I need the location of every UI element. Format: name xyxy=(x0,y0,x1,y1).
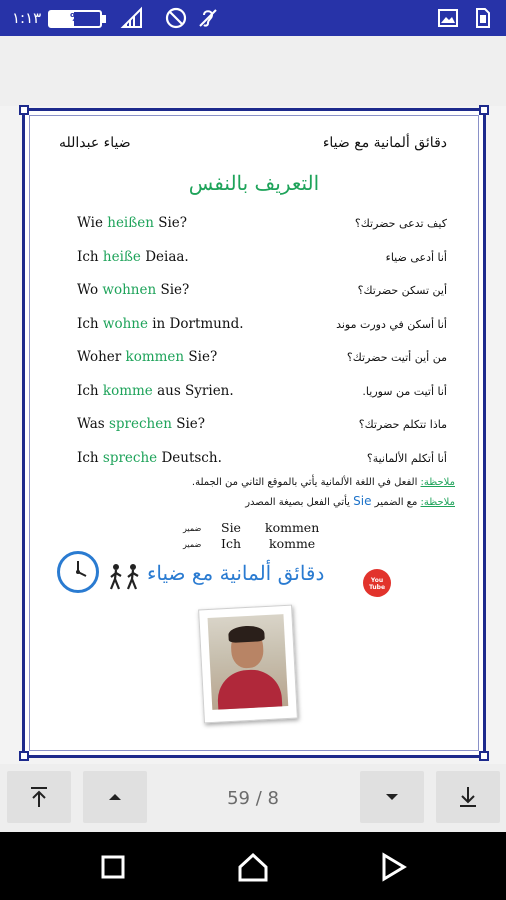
phrase-row xyxy=(77,349,447,371)
triangle-down-icon xyxy=(380,785,404,809)
corner-ornament xyxy=(479,751,489,761)
arabic-translation: أنا أتيت من سوريا. xyxy=(362,384,447,398)
phrase-row xyxy=(77,215,447,237)
german-verb: sprechen xyxy=(108,416,172,432)
german-phrase xyxy=(77,383,234,399)
gallery-icon xyxy=(436,6,460,30)
phrase-row xyxy=(77,383,447,405)
status-bar xyxy=(0,0,506,36)
battery-icon xyxy=(48,10,102,28)
note-text: مع الضمير xyxy=(371,497,418,508)
note-sie-infinitive xyxy=(245,494,455,508)
german-phrase-end: Sie? xyxy=(153,215,188,231)
page-indicator: 59 / 8 xyxy=(227,788,279,809)
battery-tip xyxy=(102,15,106,23)
youtube-label: You Tube xyxy=(368,577,386,591)
triangle-up-icon xyxy=(103,785,127,809)
german-phrase-start: Woher xyxy=(77,349,126,365)
german-phrase xyxy=(77,316,244,332)
german-phrase-end: Deutsch. xyxy=(157,449,222,466)
note-verb-position xyxy=(192,477,455,488)
german-verb: heißen xyxy=(107,215,154,231)
corner-ornament xyxy=(19,751,29,761)
recents-icon[interactable] xyxy=(96,850,130,884)
conjugation-verb: kommen xyxy=(265,520,320,535)
conjugation-pronoun: Ich xyxy=(221,536,241,551)
phrase-row xyxy=(77,282,447,304)
do-not-disturb-icon xyxy=(164,6,188,30)
arabic-translation: أنا أدعى ضياء xyxy=(385,250,447,264)
german-phrase xyxy=(77,215,187,231)
last-page-button[interactable] xyxy=(436,771,500,823)
german-verb: kommen xyxy=(125,349,185,365)
german-phrase-end: Sie? xyxy=(171,416,206,432)
note-label: ملاحظة: xyxy=(420,477,455,488)
page-title: التعريف بالنفس xyxy=(188,171,320,195)
german-phrase xyxy=(77,450,222,466)
arabic-translation: كيف تدعى حضرتك؟ xyxy=(354,217,447,230)
next-page-button[interactable] xyxy=(360,771,424,823)
conjugation-pronoun: Sie xyxy=(221,520,241,535)
battery-label: %٤٧ xyxy=(70,11,95,24)
status-time: ١:١٣ xyxy=(12,9,42,27)
german-phrase-end: Sie? xyxy=(156,282,190,298)
german-phrase xyxy=(77,282,189,298)
german-phrase-end: in Dortmund. xyxy=(147,315,244,332)
signal-icon xyxy=(120,6,144,30)
german-phrase-start: Wie xyxy=(77,215,108,231)
system-navigation-bar xyxy=(0,832,506,900)
phrase-row xyxy=(77,249,447,271)
reader-controls xyxy=(0,764,506,832)
sim-icon xyxy=(470,6,494,30)
german-phrase-end: Deiaa. xyxy=(140,248,189,265)
german-phrase-start: Ich xyxy=(77,382,103,399)
previous-page-button[interactable] xyxy=(83,771,147,823)
german-phrase-start: Wo xyxy=(77,282,103,298)
arabic-translation: أنا أسكن في دورت موند xyxy=(336,317,447,331)
photo-hair xyxy=(228,625,265,643)
first-page-icon xyxy=(27,785,51,809)
german-phrase-end: Sie? xyxy=(184,349,218,365)
hearing-icon xyxy=(196,6,220,30)
german-verb: wohne xyxy=(102,315,148,332)
german-phrase-end: aus Syrien. xyxy=(152,382,234,399)
arabic-translation: من أين أتيت حضرتك؟ xyxy=(346,351,447,364)
first-page-button[interactable] xyxy=(7,771,71,823)
german-phrase-start: Was xyxy=(77,416,109,432)
walking-people-icon xyxy=(107,563,143,591)
header-series-title: دقائق ألمانية مع ضياء xyxy=(322,135,447,151)
phrase-row xyxy=(77,416,447,438)
phrase-row xyxy=(77,316,447,338)
corner-ornament xyxy=(19,105,29,115)
phrase-row xyxy=(77,450,447,472)
author-photo xyxy=(198,605,298,724)
german-verb: heiße xyxy=(102,248,141,265)
german-phrase-start: Ich xyxy=(77,315,103,332)
conjugation-pronoun-label: ضمير xyxy=(183,524,202,533)
german-phrase xyxy=(77,249,189,265)
german-phrase xyxy=(77,416,205,432)
brand-text: دقائق ألمانية مع ضياء xyxy=(147,561,325,585)
arabic-translation: أنا أتكلم الألمانية؟ xyxy=(366,451,447,465)
german-phrase xyxy=(77,349,217,365)
last-page-icon xyxy=(456,785,480,809)
conjugation-verb: komme xyxy=(269,536,316,551)
youtube-icon xyxy=(363,569,391,597)
german-verb: komme xyxy=(102,382,153,399)
arabic-translation: ماذا تتكلم حضرتك؟ xyxy=(358,418,447,431)
note-sie: Sie xyxy=(353,494,372,508)
german-phrase-start: Ich xyxy=(77,248,103,265)
app-toolbar xyxy=(0,36,506,106)
document-viewer[interactable] xyxy=(0,106,506,764)
german-phrase-start: Ich xyxy=(77,449,103,466)
arabic-translation: أين تسكن حضرتك؟ xyxy=(357,284,447,297)
german-verb: spreche xyxy=(102,449,158,466)
header-author: ضياء عبدالله xyxy=(59,135,131,151)
photo-body xyxy=(216,668,282,710)
home-icon[interactable] xyxy=(236,850,270,884)
german-verb: wohnen xyxy=(102,282,157,298)
document-page xyxy=(22,108,486,758)
clock-icon xyxy=(57,551,99,593)
author-photo-image xyxy=(208,614,289,710)
back-icon[interactable] xyxy=(376,850,410,884)
corner-ornament xyxy=(479,105,489,115)
note-label: ملاحظة: xyxy=(420,497,455,508)
note-text: يأتي الفعل بصيغة المصدر xyxy=(245,497,350,508)
conjugation-pronoun-label: ضمير xyxy=(183,540,202,549)
note-text: الفعل في اللغة الألمانية يأتي بالموقع الثاني من الجملة. xyxy=(191,477,418,488)
